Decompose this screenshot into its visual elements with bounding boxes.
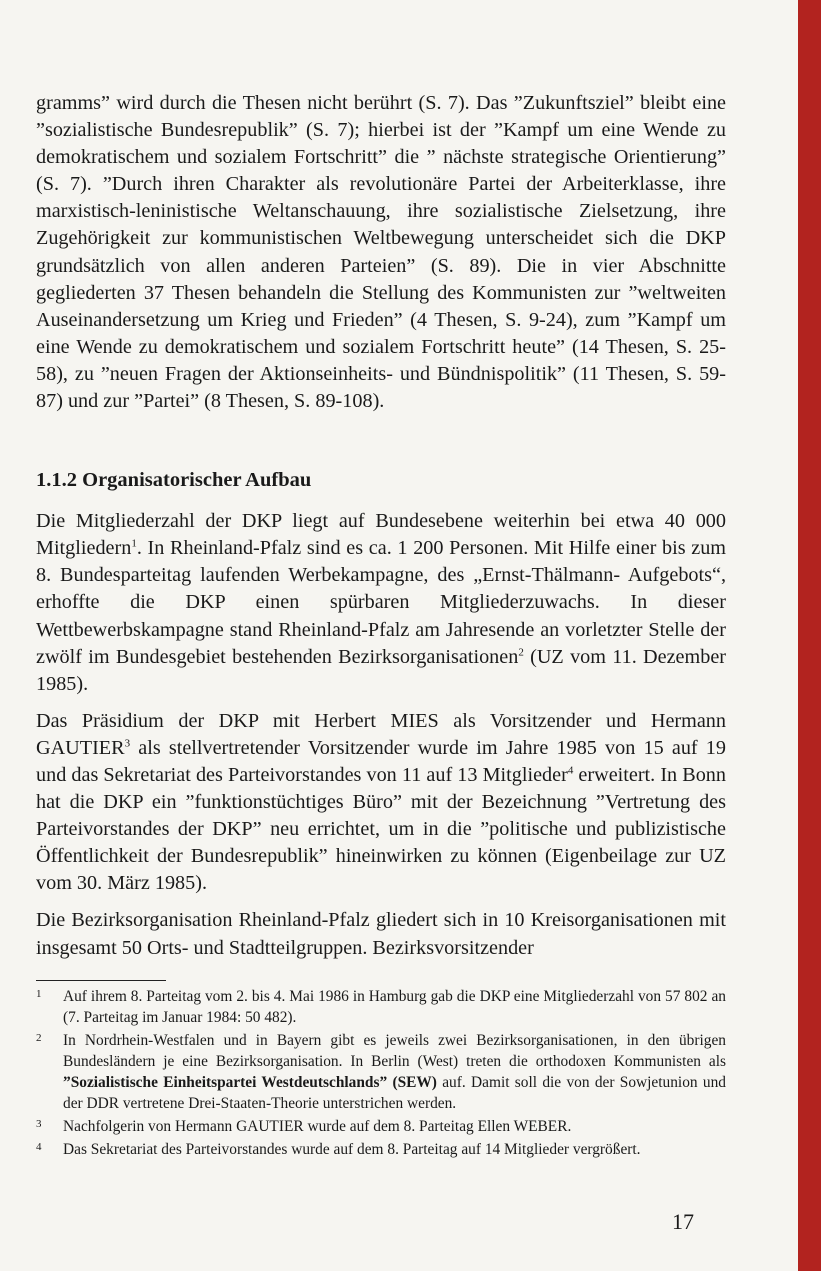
footnote-divider	[36, 980, 166, 981]
footnote-ref-2[interactable]: 2	[518, 645, 524, 658]
footnote-4	[36, 1139, 726, 1160]
footnote-text: Das Sekretariat des Parteivorstandes wurde auf dem 8. Parteitag auf 14 Mitglieder vergrößert.	[63, 1141, 641, 1158]
text-span: auf. Damit soll die von der Sowjetunion und der DDR vertretene Drei-Staaten-Theorie unterstrichen werden.	[63, 1074, 726, 1112]
footnote-3	[36, 1116, 726, 1137]
paragraph-presidium	[36, 708, 726, 898]
page-number: 17	[672, 1209, 694, 1234]
text-span: . In Rheinland-Pfalz sind es ca. 1 200 Personen. Mit Hilfe einer bis zum 8. Bundesparteitag laufenden Werbekampagne, des „Ernst-Thälmann- Aufgebots“, erhoffte die DKP einen spürbaren Mitgliederzuwachs. In dieser Wettbewerbskampagne stand Rheinland-Pfalz am Jahresende an vorletzter Stelle der zwölf im Bundesgebiet bestehenden Bezirksorganisationen	[36, 537, 726, 668]
footnote-ref-3[interactable]: 3	[124, 737, 131, 750]
page-body	[36, 90, 726, 962]
footnote-number: 2	[36, 1032, 42, 1044]
page-edge-stripe	[798, 0, 821, 1271]
text-span: Das Präsidium der DKP mit Herbert MIES als Vorsitzender und Hermann GAUTIER	[36, 709, 726, 759]
text-span: erweitert. In Bonn hat die DKP ein ”funktionstüchtiges Büro” mit der Bezeichnung ”Vertretung des Parteivorstandes der DKP” neu errichtet, um in die ”politische und publizistische Öffentlichkeit der Bundesrepublik” hineinwirken zu können (Eigenbeilage zur UZ vom 30. März 1985).	[36, 763, 726, 895]
footnote-number: 1	[36, 988, 42, 1000]
footnotes	[36, 986, 726, 1162]
footnote-ref-4[interactable]: 4	[567, 764, 574, 777]
text-span: (UZ vom 11. Dezember 1985).	[36, 645, 727, 695]
footnote-text	[63, 1030, 726, 1114]
footnote-text: Nachfolgerin von Hermann GAUTIER wurde auf dem 8. Parteitag Ellen WEBER.	[63, 1118, 572, 1135]
section-heading: 1.1.2 Organisatorischer Aufbau	[36, 469, 312, 492]
footnote-text: Auf ihrem 8. Parteitag vom 2. bis 4. Mai 1986 in Hamburg gab die DKP eine Mitgliederzahl von 57 802 an (7. Parteitag im Januar 1984: 50 482).	[63, 988, 726, 1026]
paragraph-district: Die Bezirksorganisation Rheinland-Pfalz gliedert sich in 10 Kreisorganisationen mit insgesamt 50 Orts- und Stadtteilgruppen. Bezirksvorsitzender	[36, 909, 726, 959]
footnote-2	[36, 1030, 726, 1114]
text-span: als stellvertretender Vorsitzender wurde im Jahre 1985 von 15 auf 19 und das Sekretariat des Parteivorstandes von 11 auf 13 Mitglieder	[36, 736, 726, 786]
footnote-ref-1[interactable]: 1	[131, 537, 137, 550]
footnote-number: 3	[36, 1118, 42, 1130]
footnote-number: 4	[36, 1141, 42, 1153]
party-name-bold: ”Sozialistische Einheitspartei Westdeutschlands” (SEW)	[63, 1074, 437, 1091]
text-span: Die Mitgliederzahl der DKP liegt auf Bundesebene weiterhin bei etwa 40 000 Mitgliedern	[36, 510, 726, 560]
footnote-1	[36, 986, 726, 1028]
text-span: In Nordrhein-Westfalen und in Bayern gibt es jeweils zwei Bezirksorganisationen, in den übrigen Bundesländern je eine Bezirksorganisation. In Berlin (West) treten die orthodoxen Kommunisten als	[63, 1032, 726, 1070]
paragraph-membership	[36, 508, 726, 698]
paragraph-theses: gramms” wird durch die Thesen nicht berührt (S. 7). Das ”Zukunftsziel” bleibt eine ”sozialistische Bundesrepublik” (S. 7); hierbei ist der ”Kampf um eine Wende zu demokratischem und sozialem Fortschritt” die ” nächste strategische Orientierung” (S. 7). ”Durch ihren Charakter als revolutionäre Partei der Arbeiterklasse, ihre marxistisch-leninistische Weltanschauung, ihre sozialistische Zielsetzung, ihre Zugehörigkeit zur kommunistischen Weltbewegung unterscheidet sich die DKP grundsätzlich von allen anderen Parteien” (S. 89). Die in vier Abschnitte gegliederten 37 Thesen behandeln die Stellung des Kommunisten zur ”weltweiten Auseinandersetzung um Krieg und Frieden” (4 Thesen, S. 9-24), zum ”Kampf um eine Wende zu demokratischem und sozialem Fortschritt heute” (14 Thesen, S. 25-58), zu ”neuen Fragen der Aktionseinheits- und Bündnispolitik” (11 Thesen, S. 59-87) und zur ”Partei” (8 Thesen, S. 89-108).	[36, 92, 726, 413]
